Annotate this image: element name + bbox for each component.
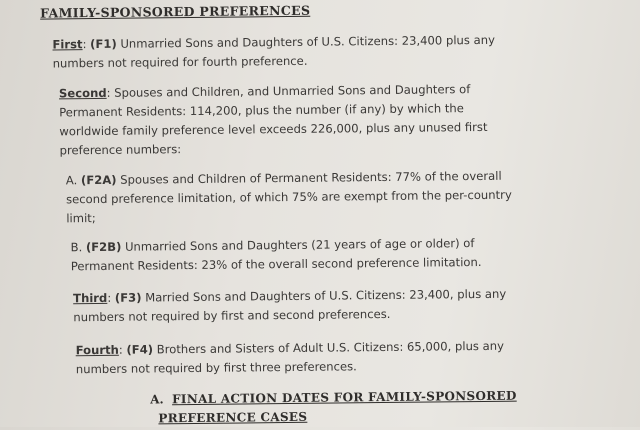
paragraph-f2a <box>66 166 537 228</box>
text-second: : Spouses and Children, and Unmarried Sons and Daughters of Permanent Residents: 114,200, plus the number (if any) by which the worldwide family preference level exceeds 226,000, plus any unused first preference numbers: <box>59 82 488 158</box>
text-third: Married Sons and Daughters of U.S. Citizens: 23,400, plus any numbers not required by first and second preferences. <box>73 286 507 325</box>
code-f3: (F3) <box>114 290 142 305</box>
label-second: Second <box>58 85 107 101</box>
code-f1: (F1) <box>90 36 117 52</box>
text-f2a: Spouses and Children of Permanent Residents: 77% of the overall second preference limitation, of which 75% are exempt from the per-country limit; <box>66 168 512 226</box>
code-f2b: (F2B) <box>85 239 122 255</box>
label-first: First <box>52 37 83 52</box>
text-f2b: Unmarried Sons and Daughters (21 years of age or older) of Permanent Residents: 23% of the overall second preference limitation. <box>70 236 482 274</box>
paragraph-second <box>59 79 540 160</box>
text-first: Unmarried Sons and Daughters of U.S. Citizens: 23,400 plus any numbers not required for fourth preference. <box>52 32 495 71</box>
subsection-a-heading <box>150 387 517 429</box>
subsection-a-prefix: A. <box>150 392 164 407</box>
section-heading: FAMILY-SPONSORED PREFERENCES <box>40 2 311 21</box>
code-f4: (F4) <box>126 342 154 357</box>
paragraph-first: First: (F1) Unmarried Sons and Daughters of U.S. Citizens: 23,400 plus any numbers not required for fourth preference. <box>52 32 495 71</box>
text-fourth: Brothers and Sisters of Adult U.S. Citizens: 65,000, plus any numbers not required by first three preferences. <box>75 338 504 377</box>
code-f2a: (F2A) <box>80 172 117 188</box>
paragraph-f2b <box>70 233 540 276</box>
paragraph-fourth: Fourth: (F4) Brothers and Sisters of Adult U.S. Citizens: 65,000, plus any numbers not required by first three preferences. <box>75 338 504 377</box>
label-fourth: Fourth <box>75 342 119 358</box>
prefix-f2b: B. <box>70 240 86 255</box>
paragraph-third: Third: (F3) Married Sons and Daughters of U.S. Citizens: 23,400, plus any numbers not required by first and second preferences. <box>73 286 507 325</box>
subsection-a-title-line1: FINAL ACTION DATES FOR FAMILY-SPONSORED <box>171 388 517 407</box>
prefix-f2a: A. <box>65 173 82 188</box>
subsection-a-title-line2: PREFERENCE CASES <box>158 409 308 426</box>
label-third: Third <box>73 290 108 306</box>
